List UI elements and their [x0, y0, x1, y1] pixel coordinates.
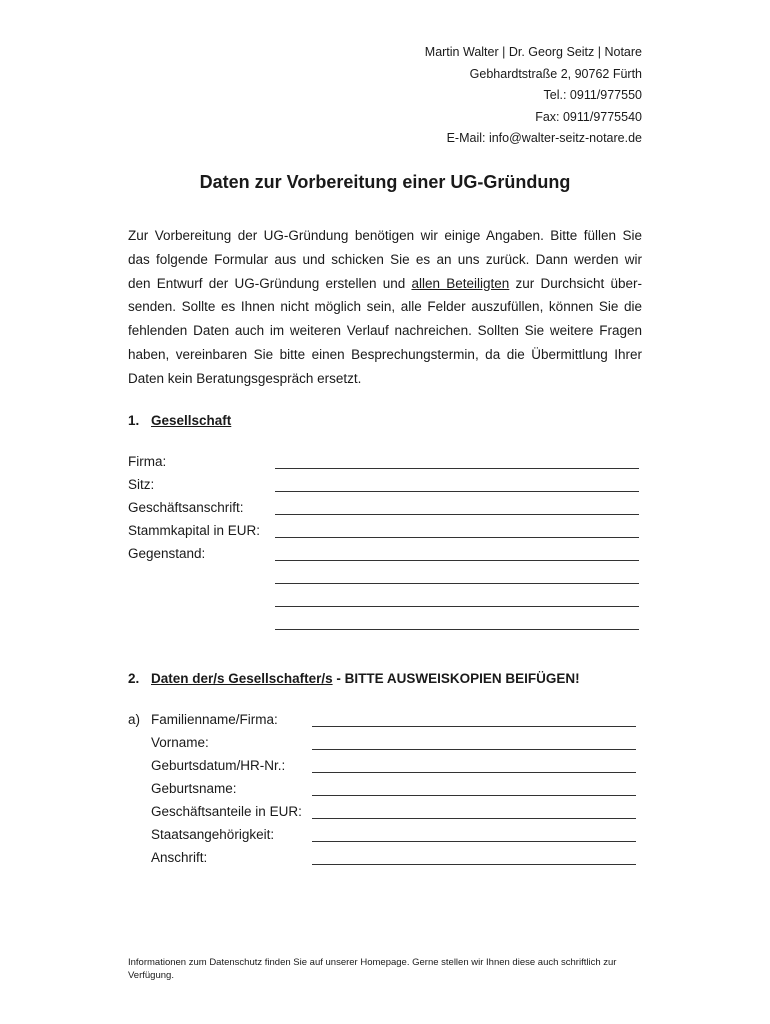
field-label-sitz: Sitz:	[128, 477, 155, 492]
firma-input-line[interactable]	[275, 468, 639, 469]
gegenstand-input-line[interactable]	[275, 560, 639, 561]
geschaeftsanschrift-input-line[interactable]	[275, 514, 639, 515]
sitz-input-line[interactable]	[275, 491, 639, 492]
anschrift-input-line[interactable]	[312, 864, 636, 865]
section-note: - BITTE AUSWEISKOPIEN BEIFÜGEN!	[332, 671, 580, 686]
gegenstand-input-line[interactable]	[275, 606, 639, 607]
gegenstand-input-line[interactable]	[275, 583, 639, 584]
geburtsname-input-line[interactable]	[312, 795, 636, 796]
field-label-gegenstand: Gegenstand:	[128, 546, 206, 561]
phone: Tel.: 0911/977550	[543, 88, 642, 102]
underlined-phrase: allen Beteiligten	[411, 275, 510, 291]
intro-line: senden. Sollte es Ihnen nicht möglich sein, alle Felder auszufüllen, können Sie die	[128, 299, 642, 315]
intro-line: den Entwurf der UG-Gründung erstellen und allen Beteiligten zur Durchsicht über-	[128, 275, 642, 291]
section-2-heading	[128, 671, 580, 686]
section-1-heading	[128, 413, 231, 428]
field-label-geburtsdatum: Geburtsdatum/HR-Nr.:	[151, 758, 286, 773]
field-label-vorname: Vorname:	[151, 735, 209, 750]
gegenstand-input-line[interactable]	[275, 629, 639, 630]
section-number: 2.	[128, 671, 140, 686]
page-title: Daten zur Vorbereitung einer UG-Gründung	[199, 172, 571, 192]
field-label-geburtsname: Geburtsname:	[151, 781, 237, 796]
fax: Fax: 0911/9775540	[535, 109, 642, 124]
field-label-anschrift: Anschrift:	[151, 850, 208, 865]
stammkapital-input-line[interactable]	[275, 537, 639, 538]
geschaeftsanteile-input-line[interactable]	[312, 818, 636, 819]
intro-line: Daten kein Beratungsgespräch ersetzt.	[128, 370, 362, 386]
subsection-label: a)	[128, 712, 141, 727]
field-label-familienname: Familienname/Firma:	[151, 712, 278, 727]
privacy-footer: Informationen zum Datenschutz finden Sie auf unserer Homepage. Gerne stellen wir Ihnen diese auch schriftlich zur Verfügung.	[128, 957, 617, 981]
geburtsdatum-input-line[interactable]	[312, 772, 636, 773]
address: Gebhardtstraße 2, 90762 Fürth	[469, 66, 642, 81]
section-title: Daten der/s Gesellschafter/s	[151, 671, 333, 686]
notary-names: Martin Walter | Dr. Georg Seitz | Notare	[424, 45, 642, 59]
familienname-input-line[interactable]	[312, 726, 636, 727]
email: E-Mail: info@walter-seitz-notare.de	[446, 131, 642, 145]
field-label-firma: Firma:	[128, 454, 167, 469]
section-number: 1.	[128, 413, 140, 428]
intro-line: Zur Vorbereitung der UG-Gründung benötigen wir einige Angaben. Bitte füllen Sie	[128, 228, 642, 243]
staatsangehoerigkeit-input-line[interactable]	[312, 841, 636, 842]
field-label-stammkapital: Stammkapital in EUR:	[128, 523, 261, 538]
letterhead	[425, 42, 642, 150]
intro-line: haben, vereinbaren Sie bitte einen Besprechungstermin, da die Übermittlung Ihrer	[128, 346, 642, 362]
intro-line: fehlenden Daten auch im weiteren Verlauf nachreichen. Sollten Sie weitere Fragen	[128, 323, 642, 339]
field-label-geschaeftsanschrift: Geschäftsanschrift:	[128, 500, 244, 515]
section-title: Gesellschaft	[151, 413, 232, 428]
field-label-geschaeftsanteile: Geschäftsanteile in EUR:	[151, 804, 302, 819]
field-label-staatsangehoerigkeit: Staatsangehörigkeit:	[151, 827, 275, 842]
intro-paragraph	[128, 224, 642, 391]
vorname-input-line[interactable]	[312, 749, 636, 750]
intro-line: das folgende Formular aus und schicken Sie es an uns zurück. Dann werden wir	[128, 251, 642, 267]
